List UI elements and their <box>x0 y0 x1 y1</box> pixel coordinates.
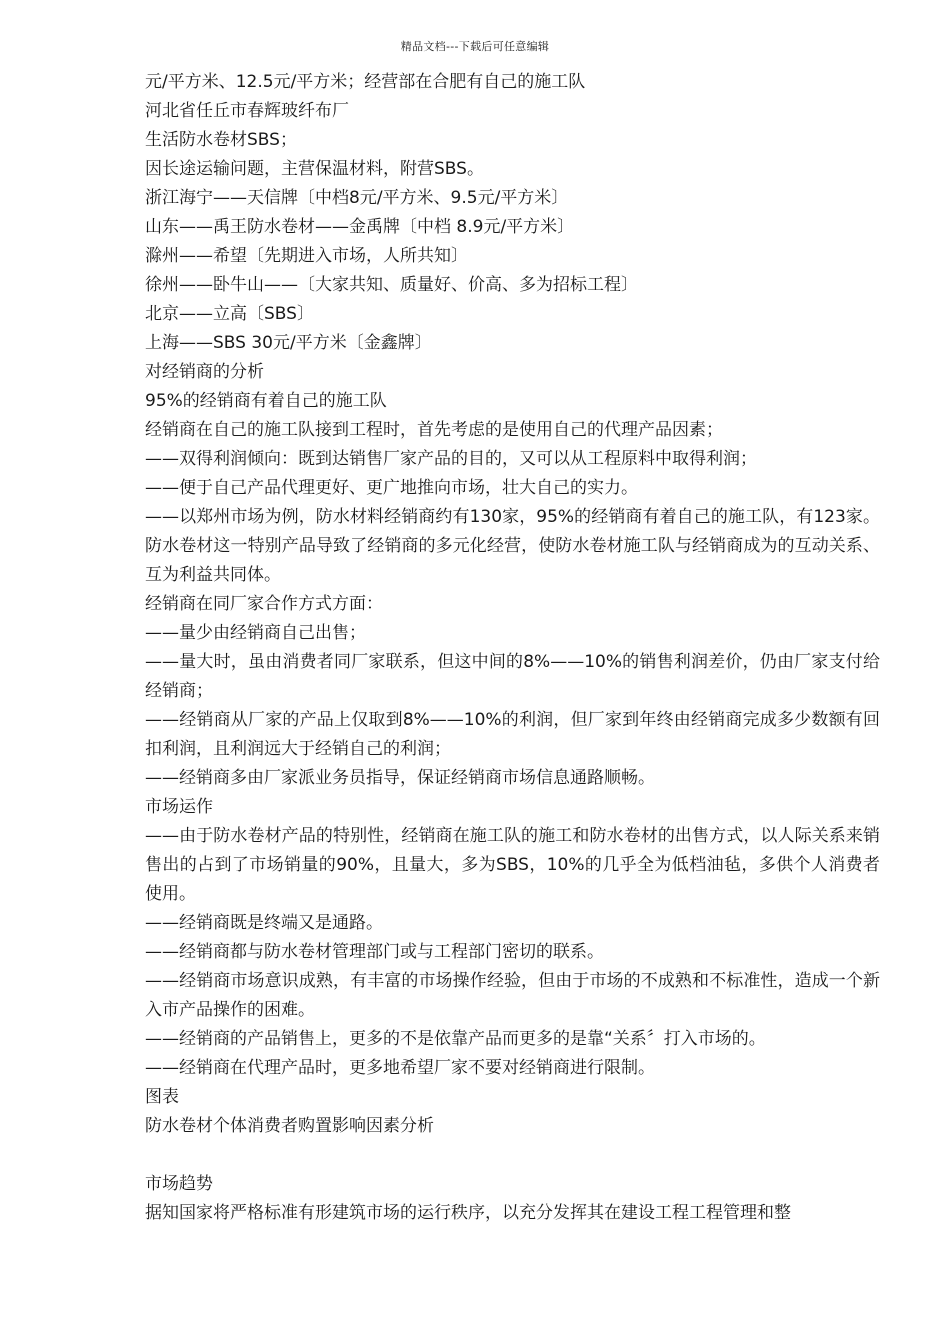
text-line: 95%的经销商有着自己的施工队 <box>145 391 387 411</box>
section-heading: 市场趋势 <box>145 1174 213 1194</box>
text-line: ——经销商都与防水卷材管理部门或与工程部门密切的联系。 <box>145 942 604 962</box>
blank-line <box>145 1141 880 1170</box>
text-line: 生活防水卷材SBS； <box>145 130 297 150</box>
text-line: 徐州——卧牛山——〔大家共知、质量好、价高、多为招标工程〕 <box>145 275 638 295</box>
text-line: ——经销商的产品销售上，更多的不是依靠产品而更多的是靠“关系〞打入市场的。 <box>145 1029 766 1049</box>
text-line: 因长途运输问题，主营保温材料，附营SBS。 <box>145 159 484 179</box>
text-line: 经销商在自己的施工队接到工程时，首先考虑的是使用自己的代理产品因素； <box>145 420 723 440</box>
paragraph: ——经销商市场意识成熟，有丰富的市场操作经验，但由于市场的不成熟和不标准性，造成一个新入市产品操作的困难。 <box>145 971 880 1020</box>
chart-caption: 防水卷材个体消费者购置影响因素分析 <box>145 1116 434 1136</box>
text-line: ——量少由经销商自己出售； <box>145 623 366 643</box>
paragraph: ——经销商从厂家的产品上仅取到8%——10%的利润，但厂家到年终由经销商完成多少数额有回扣利润，且利润远大于经销自己的利润； <box>145 710 880 759</box>
paragraph: ——由于防水卷材产品的特别性，经销商在施工队的施工和防水卷材的出售方式，以人际关系来销售出的占到了市场销量的90%，且量大，多为SBS，10%的几乎全为低档油毡，多供个人消费者使用。 <box>145 826 880 904</box>
text-line: 河北省任丘市春辉玻纤布厂 <box>145 101 349 121</box>
text-line: ——经销商多由厂家派业务员指导，保证经销商市场信息通路顺畅。 <box>145 768 655 788</box>
text-line: 元/平方米、12.5元/平方米；经营部在合肥有自己的施工队 <box>145 72 586 92</box>
section-heading: 市场运作 <box>145 797 213 817</box>
text-line: 山东——禹王防水卷材——金禹牌〔中档 8.9元/平方米〕 <box>145 217 575 237</box>
page-header: 精品文档---下载后可任意编辑 <box>400 40 550 53</box>
text-line: ——便于自己产品代理更好、更广地推向市场，壮大自己的实力。 <box>145 478 638 498</box>
section-heading: 对经销商的分析 <box>145 362 264 382</box>
text-line: ——经销商在代理产品时，更多地希望厂家不要对经销商进行限制。 <box>145 1058 655 1078</box>
paragraph: ——以郑州市场为例，防水材料经销商约有130家，95%的经销商有着自己的施工队，有123家。防水卷材这一特别产品导致了经销商的多元化经营，使防水卷材施工队与经销商成为的互动关系、互为利益共同体。 <box>145 507 880 585</box>
section-heading: 图表 <box>145 1087 179 1107</box>
text-line: 北京——立高〔SBS〕 <box>145 304 314 324</box>
text-line: ——双得利润倾向：既到达销售厂家产品的目的，又可以从工程原料中取得利润； <box>145 449 757 469</box>
text-line: 据知国家将严格标准有形建筑市场的运行秩序，以充分发挥其在建设工程工程管理和整 <box>145 1203 791 1223</box>
document-body <box>145 68 880 1228</box>
text-line: ——经销商既是终端又是通路。 <box>145 913 383 933</box>
text-line: 上海——SBS 30元/平方米〔金鑫牌〕 <box>145 333 432 353</box>
paragraph: ——量大时，虽由消费者同厂家联系，但这中间的8%——10%的销售利润差价，仍由厂家支付给经销商； <box>145 652 880 701</box>
text-line: 浙江海宁——天信牌〔中档8元/平方米、9.5元/平方米〕 <box>145 188 569 208</box>
text-line: 滁州——希望〔先期进入市场，人所共知〕 <box>145 246 468 266</box>
text-line: 经销商在同厂家合作方式方面： <box>145 594 383 614</box>
